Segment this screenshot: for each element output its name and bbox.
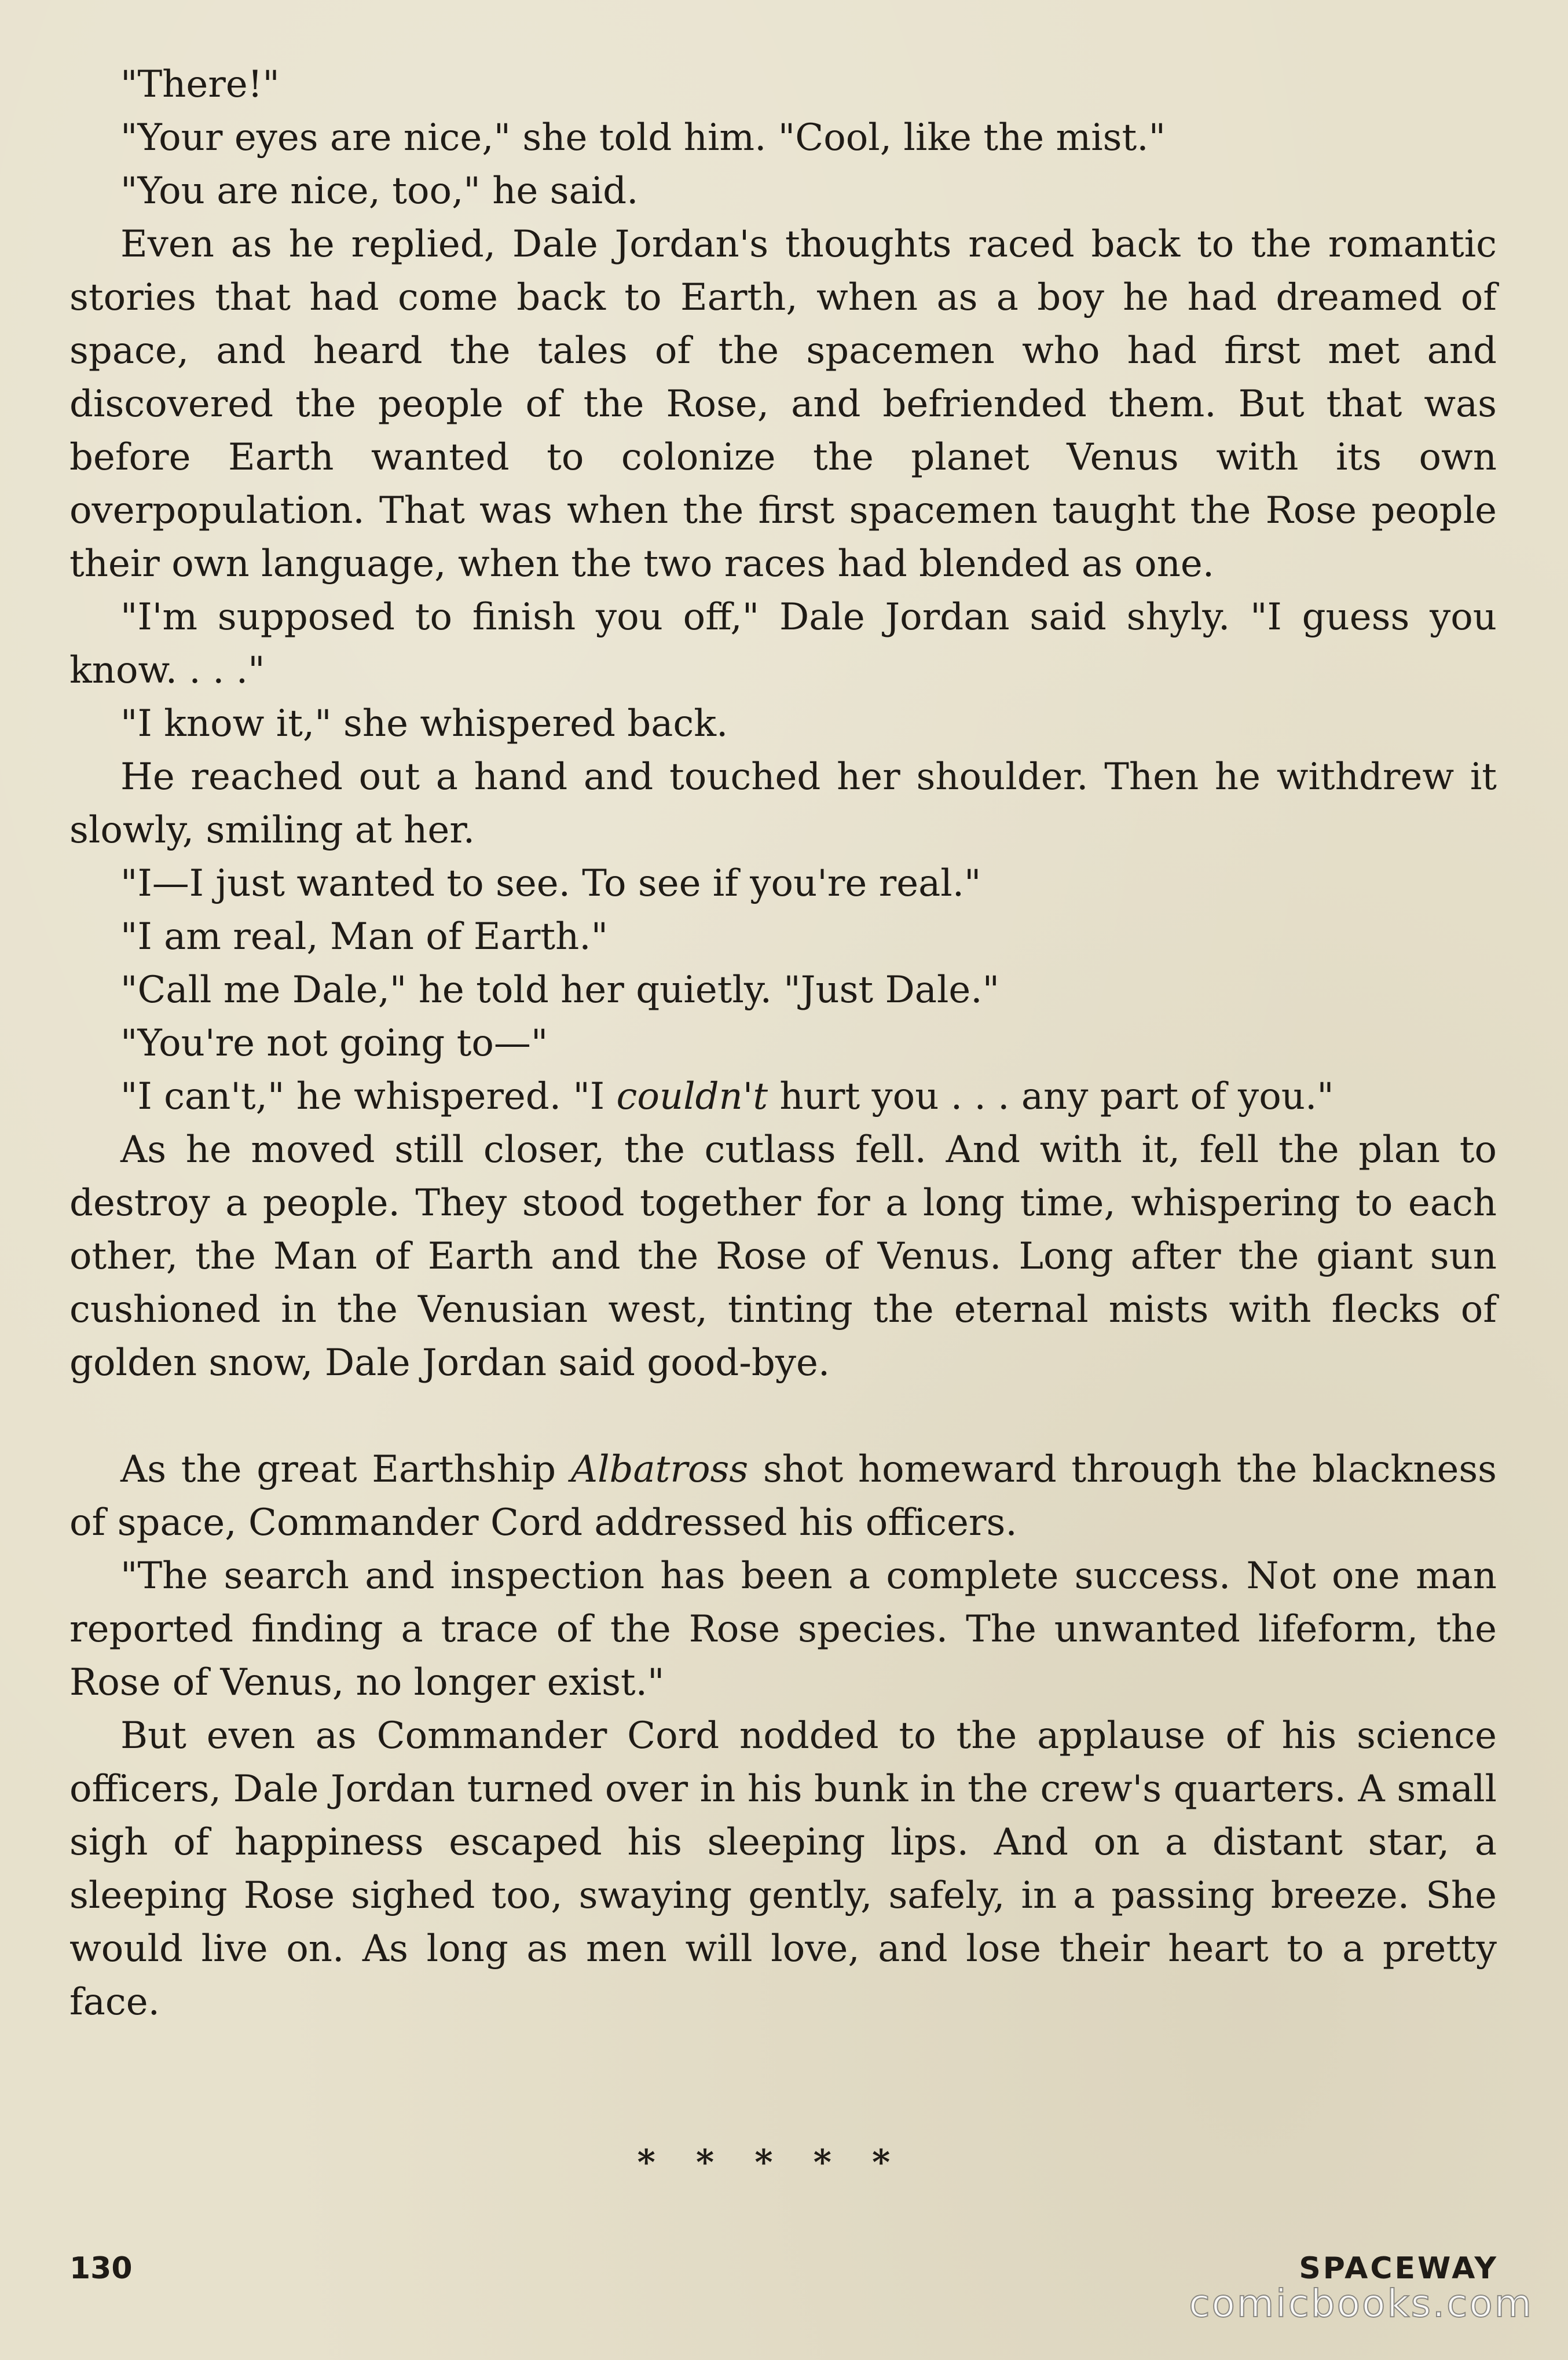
story-text <box>69 58 1497 2029</box>
paragraph: "Call me Dale," he told her quietly. "Just Dale." <box>120 969 1000 1012</box>
text-run: shot homeward through the blackness of space, Commander Cord addressed his officers. <box>69 1448 1497 1544</box>
paragraph: "You are nice, too," he said. <box>120 170 639 212</box>
paragraph: "There!" <box>120 63 280 106</box>
paragraph: But even as Commander Cord nodded to the applause of his science officers, Dale Jordan turned over in his bunk in the crew's quarters. A small sigh of happiness escaped his sleeping lips. And on a distant star, a sleeping Rose sighed too, swaying gently, safely, in a passing breeze. She would live on. As long as men will love, and lose their heart to a pretty face. <box>69 1714 1497 2024</box>
paragraph-couldnt <box>69 1070 1497 1123</box>
emphasis-text: couldn't <box>616 1075 768 1118</box>
text-run: "I can't," he whispered. "I <box>120 1075 617 1118</box>
paragraph: "You're not going to—" <box>120 1022 548 1065</box>
page-number: 130 <box>69 2251 133 2286</box>
running-head: SPACEWAY <box>1299 2251 1499 2286</box>
paragraph-albatross <box>69 1443 1497 1549</box>
ship-name: Albatross <box>570 1448 749 1491</box>
text-run: hurt you . . . any part of you." <box>768 1075 1334 1118</box>
watermark: comicbooks.com <box>1189 2281 1533 2326</box>
text-run: As the great Earthship <box>120 1448 571 1491</box>
paragraph: He reached out a hand and touched her shoulder. Then he withdrew it slowly, smiling at her. <box>69 756 1497 852</box>
paragraph: "I—I just wanted to see. To see if you're real." <box>120 862 981 905</box>
paragraph: "I know it," she whispered back. <box>120 702 728 745</box>
paragraph: "The search and inspection has been a complete success. Not one man reported finding a trace of the Rose species. The unwanted lifeform, the Rose of Venus, no longer exist." <box>69 1555 1497 1704</box>
paragraph: Even as he replied, Dale Jordan's thoughts raced back to the romantic stories that had come back to Earth, when as a boy he had dreamed of space, and heard the tales of the spacemen who had first met and discovered the people of the Rose, and befriended them. But that was before Earth wanted to colonize the planet Venus with its own overpopulation. That was when the first spacemen taught the Rose people their own language, when the two races had blended as one. <box>69 223 1497 585</box>
paragraph: "I'm supposed to finish you off," Dale Jordan said shyly. "I guess you know. . . ." <box>69 596 1497 692</box>
section-divider: ***** <box>637 2142 931 2183</box>
paragraph: "Your eyes are nice," she told him. "Cool, like the mist." <box>120 116 1166 159</box>
paragraph: As he moved still closer, the cutlass fell. And with it, fell the plan to destroy a people. They stood together for a long time, whispering to each other, the Man of Earth and the Rose of Venus. Long after the giant sun cushioned in the Venusian west, tinting the eternal mists with flecks of golden snow, Dale Jordan said good-bye. <box>69 1128 1497 1384</box>
paragraph: "I am real, Man of Earth." <box>120 915 609 958</box>
